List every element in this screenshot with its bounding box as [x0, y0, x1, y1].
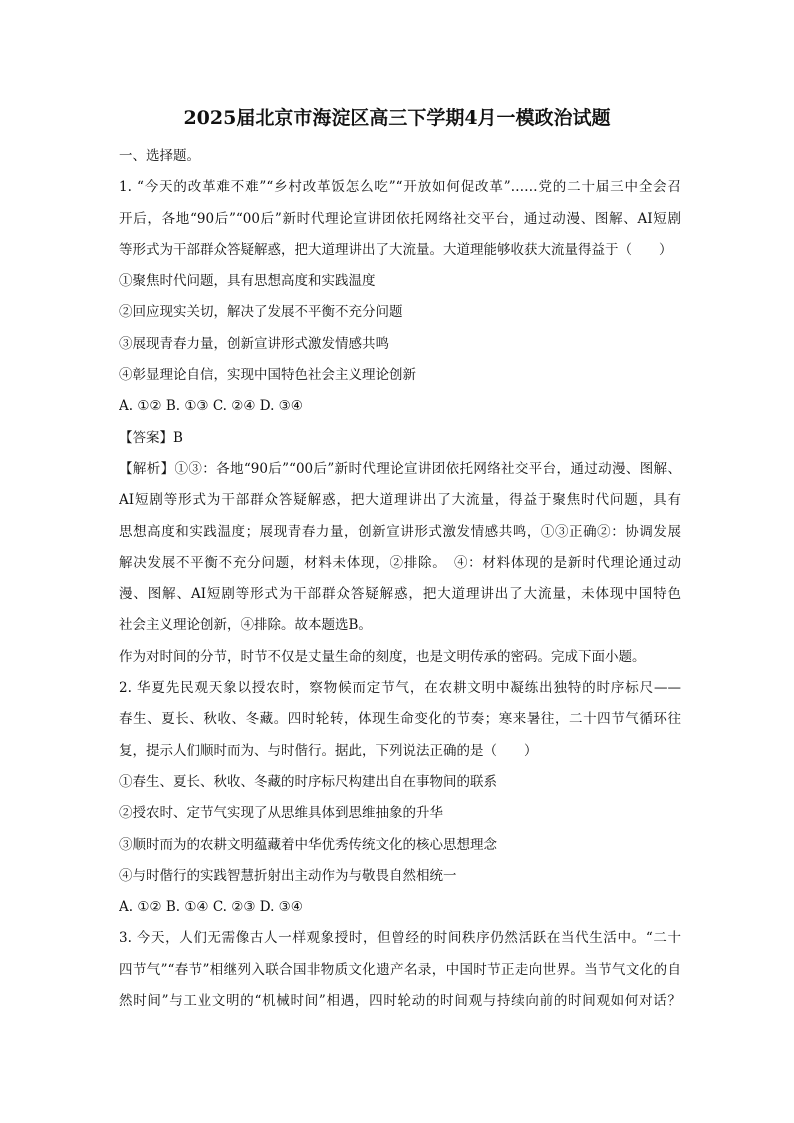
- question-3-stem-line: 3. 今天，人们无需像古人一样观象授时，但曾经的时间秩序仍然活跃在当代生活中。“二十: [119, 930, 681, 947]
- question-1-analysis-line: 【解析】①③：各地“90后”“00后”新时代理论宣讲团依托网络社交平台，通过动漫、图解、: [119, 460, 681, 477]
- question-2: [119, 673, 681, 923]
- question-2-option: ③顺时而为的农耕文明蕴藏着中华优秀传统文化的核心思想理念: [119, 836, 497, 853]
- document-title: 2025届北京市海淀区高三下学期4月一模政治试题: [183, 107, 611, 129]
- question-2-stem-line: 春生、夏长、秋收、冬藏。四时轮转，体现生命变化的节奏；寒来暑往，二十四节气循环往: [119, 711, 681, 728]
- question-1-analysis-line: AI短剧等形式为干部群众答疑解惑，把大道理讲出了大流量，得益于聚焦时代问题，具有: [119, 492, 681, 509]
- question-1-option: ②回应现实关切，解决了发展不平衡不充分问题: [119, 304, 403, 321]
- question-1-option: ④彰显理论自信，实现中国特色社会主义理论创新: [119, 367, 416, 384]
- question-1-option: ③展现青春力量，创新宣讲形式激发情感共鸣: [119, 335, 389, 352]
- question-1-stem-line: 等形式为干部群众答疑解惑，把大道理讲出了大流量。大道理能够收获大流量得益于（ ）: [119, 241, 673, 258]
- question-1-analysis-line: 社会主义理论创新，④排除。故本题选B。: [119, 617, 372, 634]
- question-3-stem-line: 然时间”与工业文明的“机械时间”相遇，四时轮动的时间观与持续向前的时间观如何对话？: [119, 993, 681, 1010]
- question-1: [119, 172, 681, 641]
- material-intro: 作为对时间的分节，时节不仅是丈量生命的刻度，也是文明传承的密码。完成下面小题。: [119, 648, 646, 665]
- question-2-stem-line: 2. 华夏先民观天象以授农时，察物候而定节气，在农耕文明中凝练出独特的时序标尺——: [119, 680, 681, 697]
- question-2-option: ④与时偕行的实践智慧折射出主动作为与敬畏自然相统一: [119, 867, 457, 884]
- question-2-option: ②授农时、定节气实现了从思维具体到思维抽象的升华: [119, 805, 443, 822]
- question-2-choices: A. ①② B. ①④ C. ②③ D. ③④: [119, 899, 303, 916]
- question-2-stem-line: 复，提示人们顺时而为、与时偕行。据此，下列说法正确的是（ ）: [119, 742, 538, 759]
- question-3: [119, 923, 681, 1017]
- question-1-stem-line: 开后，各地“90后”“00后”新时代理论宣讲团依托网络社交平台，通过动漫、图解、AI短剧: [119, 210, 681, 227]
- question-1-stem-line: 1. “今天的改革难不难”“乡村改革饭怎么吃”“开放如何促改革”……党的二十届三中全会召: [119, 179, 681, 196]
- question-3-stem-line: 四节气”“春节”相继列入联合国非物质文化遗产名录，中国时节正走向世界。当节气文化的自: [119, 961, 681, 978]
- question-1-analysis-line: 解决发展不平衡不充分问题，材料未体现，②排除。 ④：材料体现的是新时代理论通过动: [119, 554, 681, 571]
- question-1-answer: 【答案】B: [119, 429, 183, 446]
- question-1-option: ①聚焦时代问题，具有思想高度和实践温度: [119, 273, 376, 290]
- question-1-choices: A. ①② B. ①③ C. ②④ D. ③④: [119, 398, 303, 415]
- question-1-analysis-line: 思想高度和实践温度；展现青春力量，创新宣讲形式激发情感共鸣，①③正确②：协调发展: [119, 523, 681, 540]
- question-2-option: ①春生、夏长、秋收、冬藏的时序标尺构建出自在事物间的联系: [119, 773, 497, 790]
- document-body: [119, 141, 681, 1017]
- section-heading: 一、选择题。: [119, 148, 200, 164]
- question-1-analysis-line: 漫、图解、AI短剧等形式为干部群众答疑解惑，把大道理讲出了大流量，未体现中国特色: [119, 586, 681, 603]
